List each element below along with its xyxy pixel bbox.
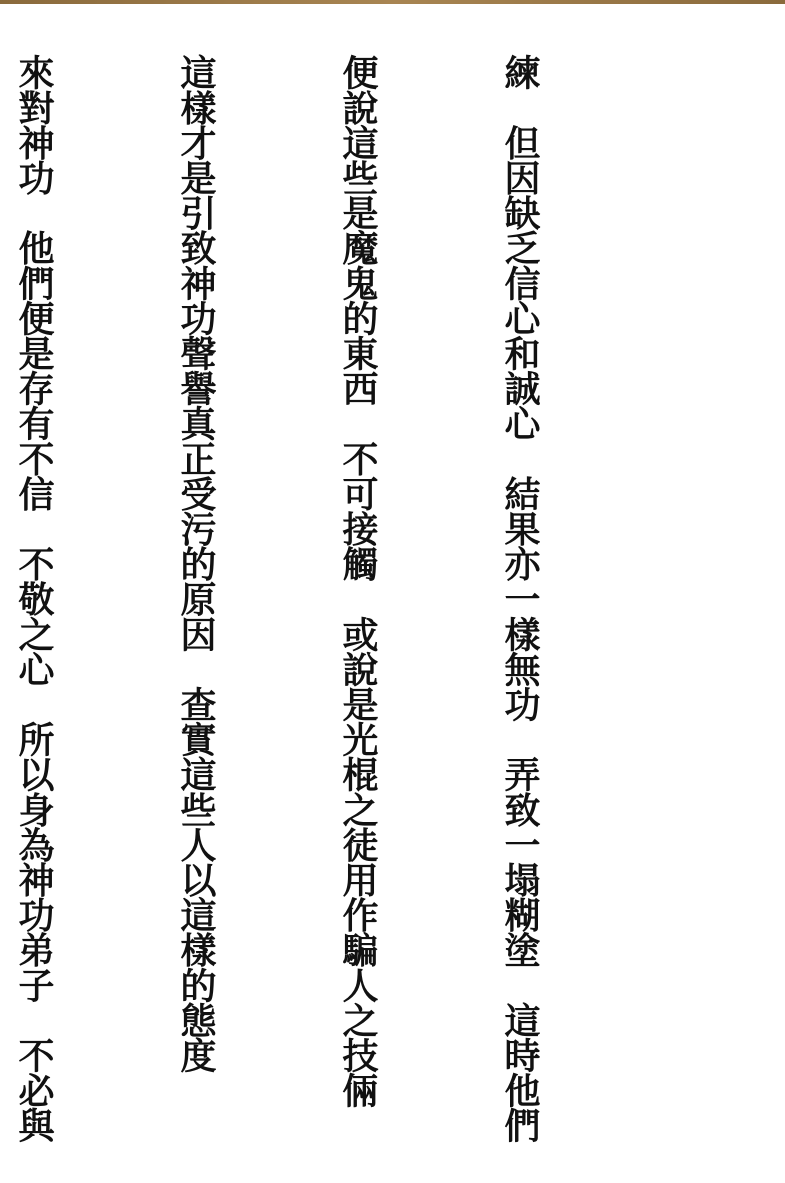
vertical-text-body [0, 54, 655, 1143]
top-border-bar [0, 0, 785, 4]
text-column: 練 但因缺乏信心和誠心 結果亦一樣無功 弄致一塌糊塗 這時他們 [499, 54, 541, 1143]
text-column: 來對神功 他們便是存有不信 不敬之心 所以身為神功弟子 不必與 [13, 54, 55, 1143]
text-column: 這樣才是引致神功聲譽真正受污的原因 查實這些人以這樣的態度 [175, 54, 217, 1072]
text-column: 便說這些是魔鬼的東西 不可接觸 或說是光棍之徒用作騙人之技倆 [337, 54, 379, 1108]
